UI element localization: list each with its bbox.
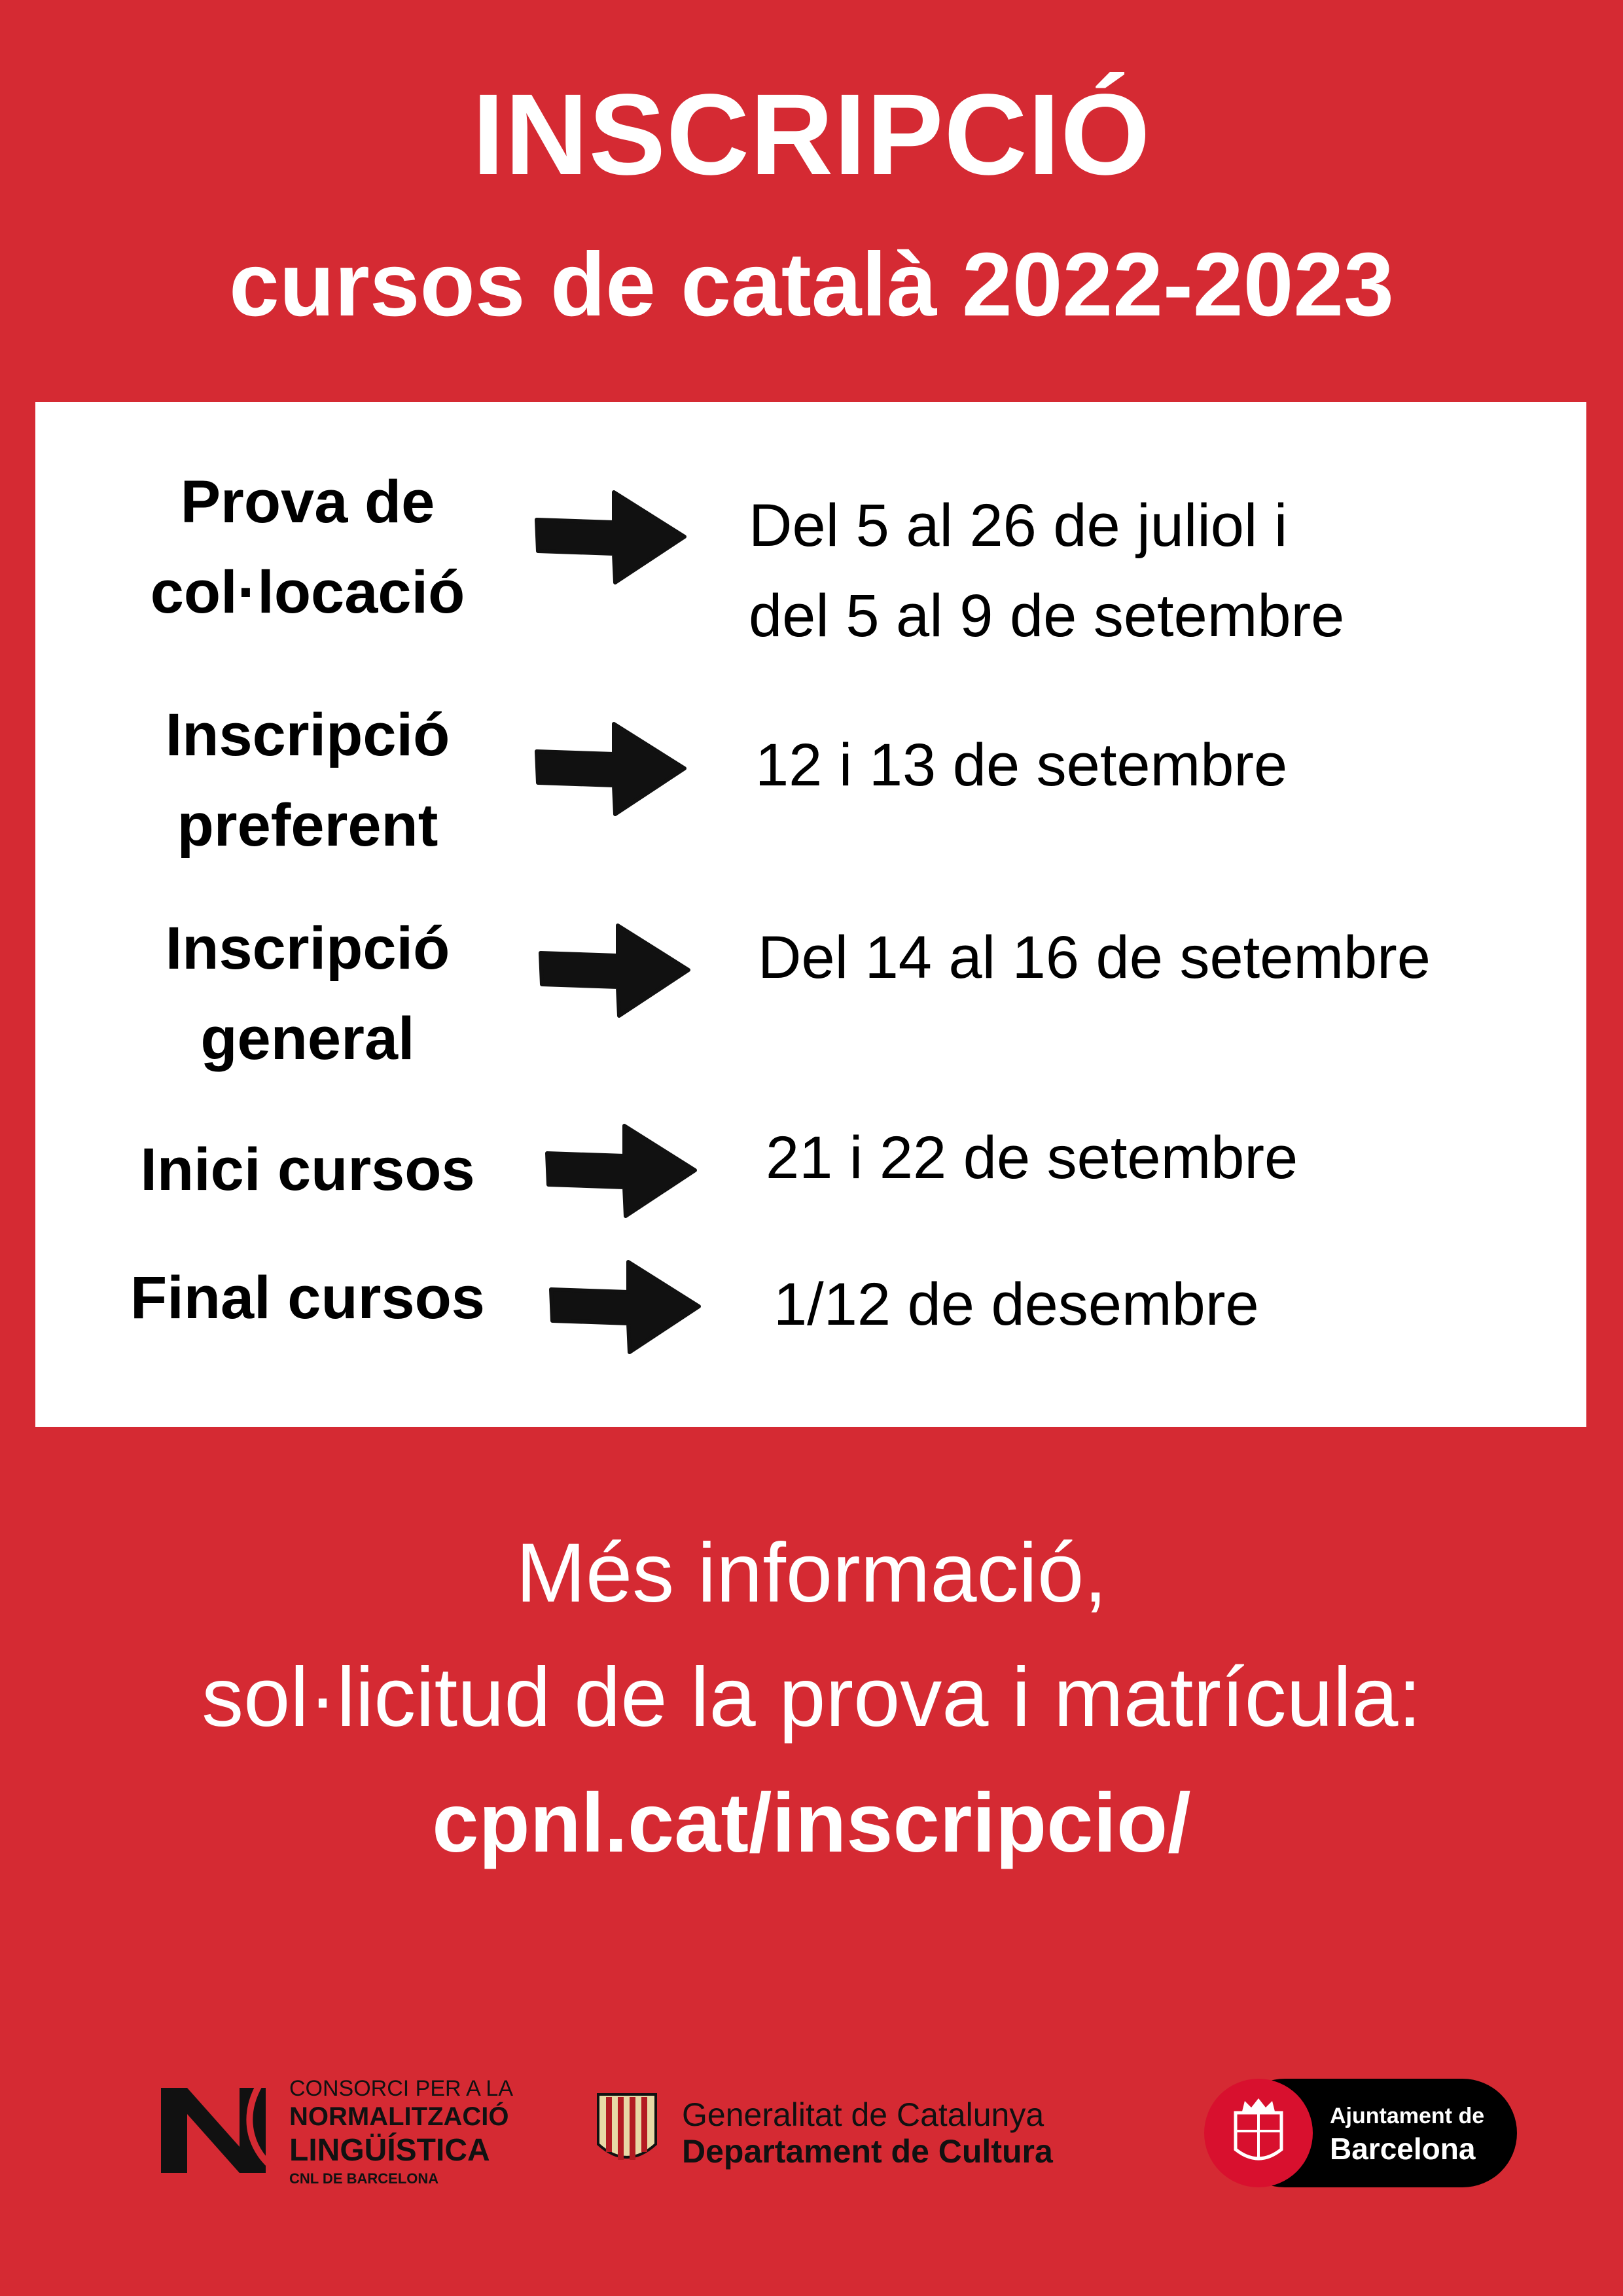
page-subtitle: cursos de català 2022-2023	[229, 234, 1394, 335]
schedule-value-courses-end: 1/12 de desembre	[774, 1271, 1259, 1338]
schedule-value-preferred-enrollment: 12 i 13 de setembre	[755, 732, 1288, 798]
cpnl-logo-icon	[161, 2081, 279, 2179]
schedule-panel	[35, 402, 1586, 1427]
schedule-value-courses-start: 21 i 22 de setembre	[766, 1124, 1298, 1191]
arrow-right-icon	[543, 1117, 700, 1221]
info-url-link[interactable]: cpnl.cat/inscripcio/	[432, 1776, 1191, 1870]
generalitat-logo-icon	[596, 2092, 658, 2168]
schedule-value-general-enrollment: Del 14 al 16 de setembre	[758, 924, 1431, 991]
cpnl-logo: CONSORCI PER A LA NORMALITZACIÓ LINGÜÍSTICA CNL DE BARCELONA	[161, 2076, 514, 2194]
schedule-label-general-enrollment: Inscripció general	[165, 915, 450, 1072]
generalitat-logo: Generalitat de Catalunya Departament de Cultura	[596, 2092, 1119, 2177]
info-line-1: Més informació,	[516, 1526, 1107, 1620]
arrow-right-icon	[537, 916, 694, 1021]
schedule-label-courses-start: Inici cursos	[140, 1136, 475, 1203]
arrow-right-icon	[547, 1253, 704, 1357]
arrow-right-icon	[533, 715, 690, 819]
schedule-label-courses-end: Final cursos	[130, 1265, 485, 1331]
schedule-label-placement-test: Prova de col·locació	[150, 469, 465, 626]
barcelona-logo-icon	[1204, 2079, 1313, 2187]
arrow-right-icon	[533, 483, 690, 588]
info-line-2: sol·licitud de la prova i matrícula:	[202, 1651, 1421, 1744]
schedule-label-preferred-enrollment: Inscripció preferent	[165, 702, 450, 859]
barcelona-logo: Ajuntament de Barcelona	[1204, 2079, 1517, 2187]
page-title: INSCRIPCIÓ	[472, 71, 1151, 199]
schedule-value-placement-test: Del 5 al 26 de juliol i del 5 al 9 de setembre	[749, 492, 1345, 649]
